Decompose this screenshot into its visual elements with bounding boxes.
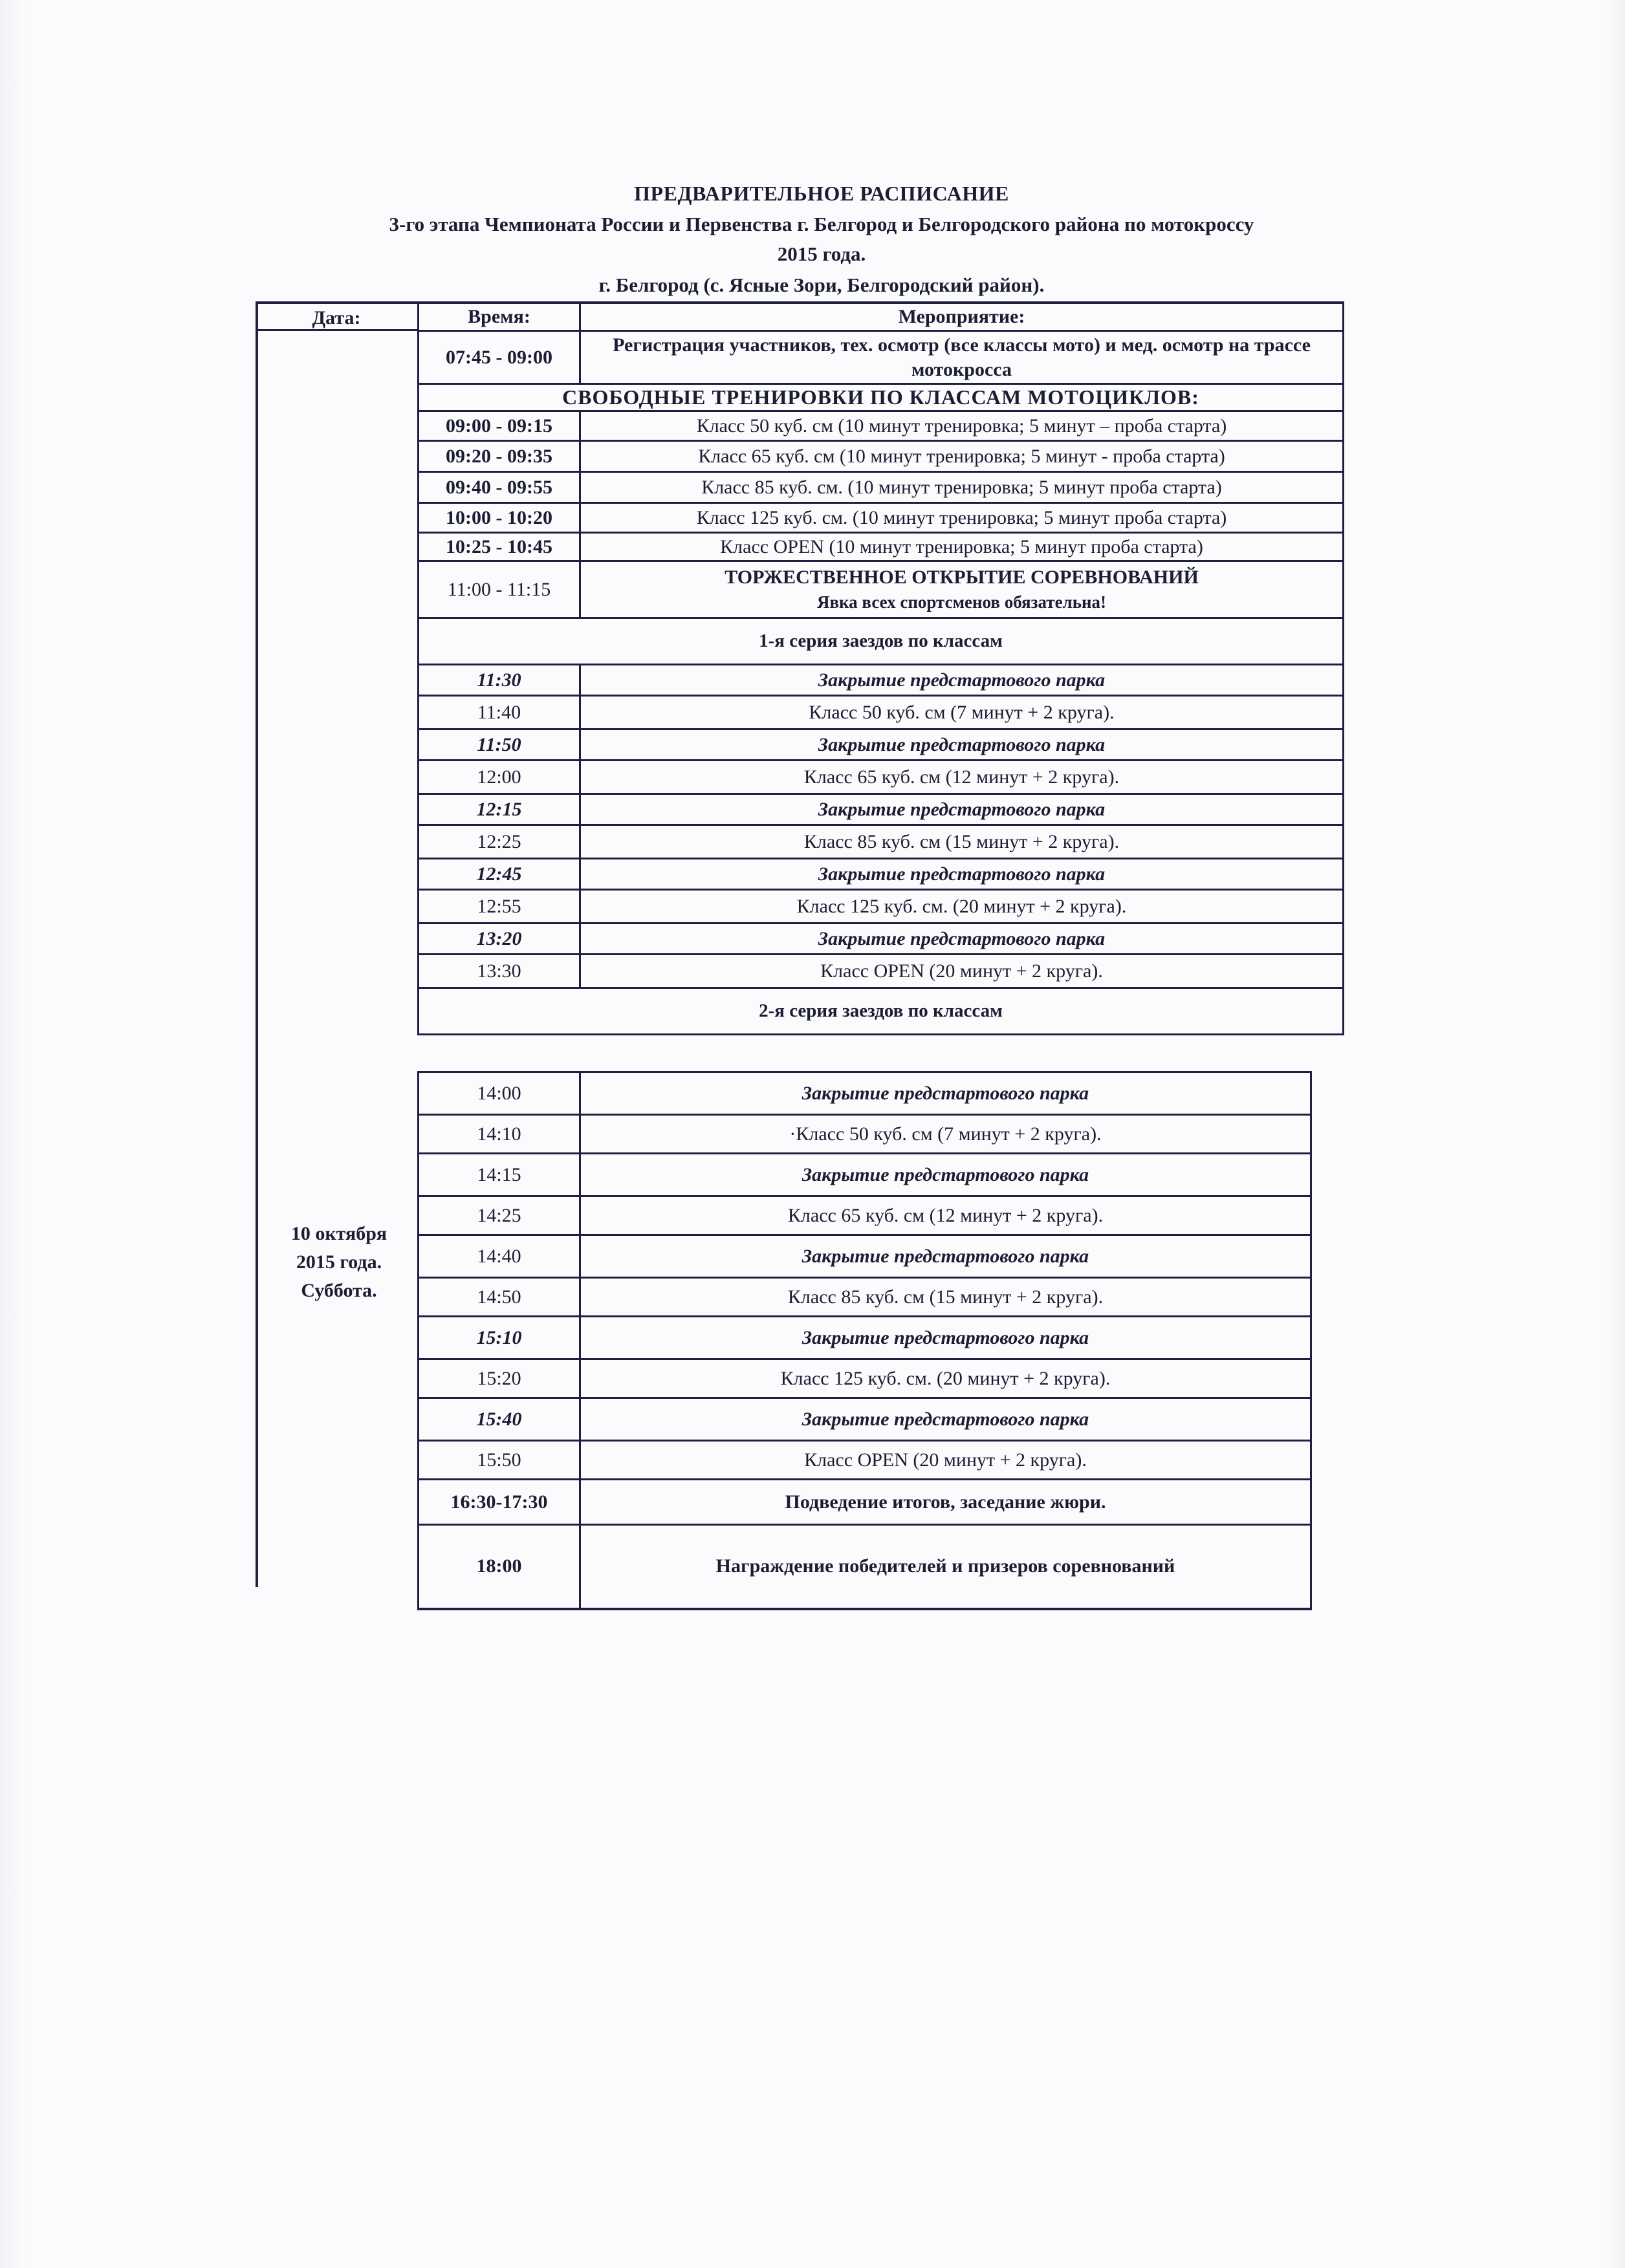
- time-cell: 15:20: [419, 1359, 580, 1398]
- table-row: [419, 761, 1344, 794]
- table-row: [419, 1278, 1311, 1317]
- event-cell: Класс 65 куб. см (12 минут + 2 круга).: [580, 761, 1344, 794]
- column-header-time: Время:: [419, 303, 580, 331]
- table-row: [419, 955, 1344, 988]
- time-cell: 14:10: [419, 1115, 580, 1154]
- event-cell: Класс 125 куб. см. (20 минут + 2 круга).: [580, 1359, 1311, 1398]
- time-cell: 12:00: [419, 761, 580, 794]
- table-row: [419, 729, 1344, 761]
- table-row: [419, 1317, 1311, 1359]
- time-cell: 14:15: [419, 1154, 580, 1196]
- time-cell: 14:00: [419, 1072, 580, 1115]
- table-row: [419, 890, 1344, 923]
- time-cell: 10:00 - 10:20: [419, 503, 580, 533]
- column-header-date: Дата:: [256, 301, 417, 331]
- table-row: [419, 1359, 1311, 1398]
- table-row: [419, 411, 1344, 441]
- time-cell: 13:30: [419, 955, 580, 988]
- date-year: 2015 года.: [296, 1251, 382, 1273]
- time-cell: 11:40: [419, 696, 580, 729]
- table-row: [419, 859, 1344, 890]
- event-cell: Класс OPEN (20 минут + 2 круга).: [580, 955, 1344, 988]
- time-cell: 12:25: [419, 825, 580, 859]
- section-row: [419, 384, 1344, 411]
- event-cell: Награждение победителей и призеров соревнований: [580, 1525, 1311, 1609]
- park-closing-cell: Закрытие предстартового парка: [580, 1317, 1311, 1359]
- date-weekday: Суббота.: [301, 1280, 377, 1301]
- series-1-rows: [419, 665, 1344, 988]
- event-cell: Класс 65 куб. см (10 минут тренировка; 5 минут - проба старта): [580, 441, 1344, 472]
- park-closing-cell: Закрытие предстартового парка: [580, 859, 1344, 890]
- table-row: [419, 1398, 1311, 1441]
- time-cell: 12:15: [419, 794, 580, 825]
- table-row: [419, 923, 1344, 955]
- date-column: [256, 301, 420, 1587]
- series-2-rows: [419, 1072, 1311, 1480]
- table-row: [419, 696, 1344, 729]
- park-closing-cell: Закрытие предстартового парка: [580, 729, 1344, 761]
- park-closing-cell: Закрытие предстартового парка: [580, 665, 1344, 696]
- event-cell: Класс 85 куб. см. (10 минут тренировка; 5 минут проба старта): [580, 472, 1344, 503]
- document-subtitle: 3-го этапа Чемпионата России и Первенства г. Белгород и Белгородского района по мотокроссу: [389, 213, 1254, 235]
- event-cell: Класс 85 куб. см (15 минут + 2 круга).: [580, 1278, 1311, 1317]
- table-header-row: [419, 303, 1344, 331]
- table-row: [419, 1441, 1311, 1480]
- event-cell: [580, 561, 1344, 618]
- time-cell: 12:55: [419, 890, 580, 923]
- park-closing-cell: Закрытие предстартового парка: [580, 1072, 1311, 1115]
- time-cell: 14:25: [419, 1196, 580, 1235]
- time-cell: 15:10: [419, 1317, 580, 1359]
- event-cell: Класс OPEN (20 минут + 2 круга).: [580, 1441, 1311, 1480]
- park-closing-cell: Закрытие предстартового парка: [580, 794, 1344, 825]
- time-cell: 11:00 - 11:15: [419, 561, 580, 618]
- table-row: [419, 331, 1344, 384]
- park-closing-cell: Закрытие предстартового парка: [580, 1398, 1311, 1441]
- table-row: [419, 1072, 1311, 1115]
- document-location: г. Белгород (с. Ясные Зори, Белгородский район).: [598, 274, 1045, 296]
- event-cell: Класс OPEN (10 минут тренировка; 5 минут проба старта): [580, 533, 1344, 561]
- park-closing-cell: Закрытие предстартового парка: [580, 923, 1344, 955]
- event-cell: Класс 85 куб. см (15 минут + 2 круга).: [580, 825, 1344, 859]
- table-row: [419, 1480, 1311, 1525]
- event-cell: Подведение итогов, заседание жюри.: [580, 1480, 1311, 1525]
- time-cell: 16:30-17:30: [419, 1480, 580, 1525]
- table-row: [419, 1525, 1311, 1609]
- table-row: [419, 1235, 1311, 1278]
- park-closing-cell: Закрытие предстартового парка: [580, 1154, 1311, 1196]
- table-row: [419, 1115, 1311, 1154]
- table-row: [419, 533, 1344, 561]
- table-row: [419, 503, 1344, 533]
- date-cell: [258, 1220, 420, 1305]
- opening-ceremony-note: Явка всех спортсменов обязательна!: [816, 592, 1107, 612]
- schedule-table: [417, 301, 1344, 1035]
- series-row: [419, 988, 1344, 1035]
- series-2-title: 2-я серия заездов по классам: [419, 988, 1344, 1035]
- park-closing-cell: Закрытие предстартового парка: [580, 1235, 1311, 1278]
- time-cell: 15:40: [419, 1398, 580, 1441]
- time-cell: 10:25 - 10:45: [419, 533, 580, 561]
- event-cell: ·Класс 50 куб. см (7 минут + 2 круга).: [580, 1115, 1311, 1154]
- table-row: [419, 441, 1344, 472]
- event-cell: Регистрация участников, тех. осмотр (все классы мото) и мед. осмотр на трассе мотокросса: [580, 331, 1344, 384]
- table-row: [419, 1196, 1311, 1235]
- table-row: [419, 561, 1344, 618]
- time-cell: 14:50: [419, 1278, 580, 1317]
- table-row: [419, 794, 1344, 825]
- table-row: [419, 665, 1344, 696]
- document-year: 2015 года.: [777, 243, 866, 265]
- time-cell: 09:00 - 09:15: [419, 411, 580, 441]
- time-cell: 11:30: [419, 665, 580, 696]
- document-title: ПРЕДВАРИТЕЛЬНОЕ РАСПИСАНИЕ: [634, 182, 1009, 205]
- event-cell: Класс 50 куб. см (10 минут тренировка; 5 минут – проба старта): [580, 411, 1344, 441]
- time-cell: 14:40: [419, 1235, 580, 1278]
- time-cell: 09:40 - 09:55: [419, 472, 580, 503]
- event-cell: Класс 50 куб. см (7 минут + 2 круга).: [580, 696, 1344, 729]
- table-row: [419, 472, 1344, 503]
- time-cell: 18:00: [419, 1525, 580, 1609]
- event-cell: Класс 125 куб. см. (20 минут + 2 круга).: [580, 890, 1344, 923]
- event-cell: Класс 65 куб. см (12 минут + 2 круга).: [580, 1196, 1311, 1235]
- time-cell: 07:45 - 09:00: [419, 331, 580, 384]
- event-cell: Класс 125 куб. см. (10 минут тренировка; 5 минут проба старта): [580, 503, 1344, 533]
- table-row: [419, 825, 1344, 859]
- column-header-event: Мероприятие:: [580, 303, 1344, 331]
- opening-ceremony-title: ТОРЖЕСТВЕННОЕ ОТКРЫТИЕ СОРЕВНОВАНИЙ: [725, 566, 1199, 588]
- section-training-title: СВОБОДНЫЕ ТРЕНИРОВКИ ПО КЛАССАМ МОТОЦИКЛОВ:: [419, 384, 1344, 411]
- time-cell: 11:50: [419, 729, 580, 761]
- series-row: [419, 618, 1344, 665]
- series-1-title: 1-я серия заездов по классам: [419, 618, 1344, 665]
- time-cell: 12:45: [419, 859, 580, 890]
- time-cell: 13:20: [419, 923, 580, 955]
- date-day: 10 октября: [290, 1223, 387, 1244]
- time-cell: 15:50: [419, 1441, 580, 1480]
- time-cell: 09:20 - 09:35: [419, 441, 580, 472]
- schedule-table-continued: [417, 1071, 1312, 1610]
- table-row: [419, 1154, 1311, 1196]
